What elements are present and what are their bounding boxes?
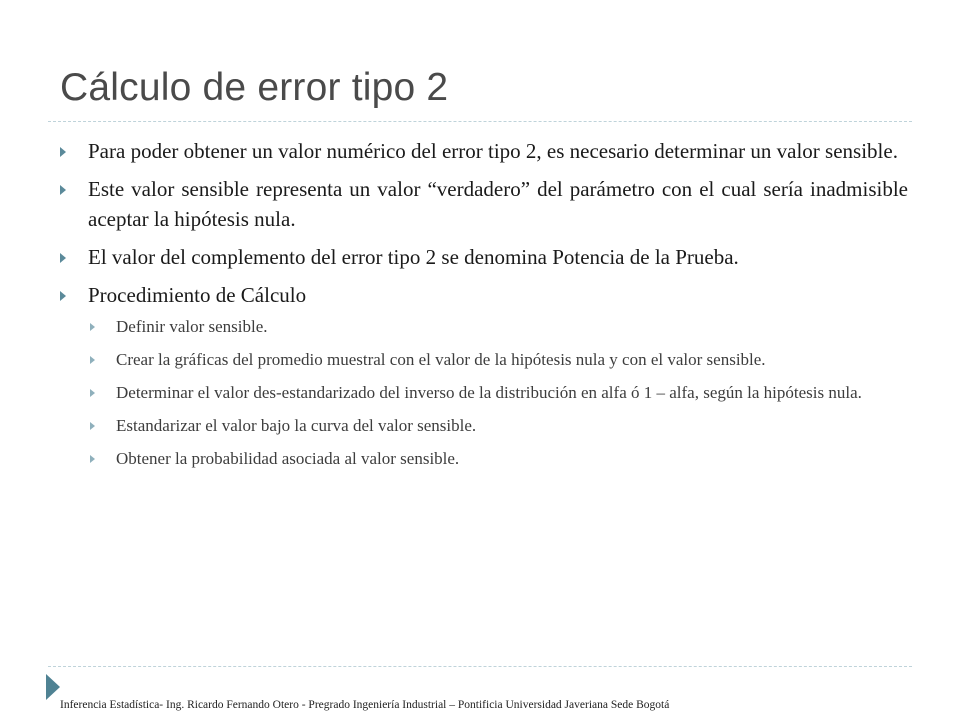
sub-bullet-text: Estandarizar el valor bajo la curva del valor sensible.: [116, 416, 477, 435]
bullet-item: [58, 280, 908, 310]
sub-bullet-item: [58, 446, 908, 471]
bullet-item: [58, 242, 908, 272]
title-divider: [48, 121, 912, 122]
bullet-arrow-icon: [60, 185, 66, 195]
bullet-item: [58, 136, 908, 166]
sub-bullet-arrow-icon: [90, 356, 95, 364]
sub-bullet-text: Crear la gráficas del promedio muestral con el valor de la hipótesis nula y con el valor sensible.: [116, 350, 766, 369]
footer-divider: [48, 666, 912, 667]
sub-bullet-arrow-icon: [90, 323, 95, 331]
bullet-text: Para poder obtener un valor numérico del error tipo 2, es necesario determinar un valor sensible.: [88, 139, 898, 163]
sub-bullet-item: [58, 314, 908, 339]
sub-bullet-item: [58, 380, 908, 405]
slide-content: [58, 136, 908, 479]
bullet-text: Este valor sensible representa un valor “verdadero” del parámetro con el cual sería inadmisible aceptar la hipótesis nula.: [88, 177, 908, 231]
footer-text: Inferencia Estadística- Ing. Ricardo Fernando Otero - Pregrado Ingeniería Industrial – Pontificia Universidad Javeriana Sede Bogotá: [60, 699, 670, 711]
bullet-item: [58, 174, 908, 234]
sub-bullet-arrow-icon: [90, 455, 95, 463]
sub-bullet-text: Obtener la probabilidad asociada al valor sensible.: [116, 449, 460, 468]
sub-bullet-text: Determinar el valor des-estandarizado del inverso de la distribución en alfa ó 1 – alfa, según la hipótesis nula.: [116, 383, 862, 402]
bullet-arrow-icon: [60, 253, 66, 263]
triangle-right-icon: [46, 674, 60, 700]
sub-bullet-arrow-icon: [90, 422, 95, 430]
sub-bullet-item: [58, 413, 908, 438]
slide-title: Cálculo de error tipo 2: [60, 66, 449, 109]
bullet-text: El valor del complemento del error tipo 2 se denomina Potencia de la Prueba.: [88, 245, 739, 269]
sub-bullet-text: Definir valor sensible.: [116, 317, 268, 336]
bullet-arrow-icon: [60, 147, 66, 157]
bullet-arrow-icon: [60, 291, 66, 301]
bullet-text: Procedimiento de Cálculo: [88, 283, 307, 307]
sub-bullet-item: [58, 347, 908, 372]
sub-bullet-arrow-icon: [90, 389, 95, 397]
